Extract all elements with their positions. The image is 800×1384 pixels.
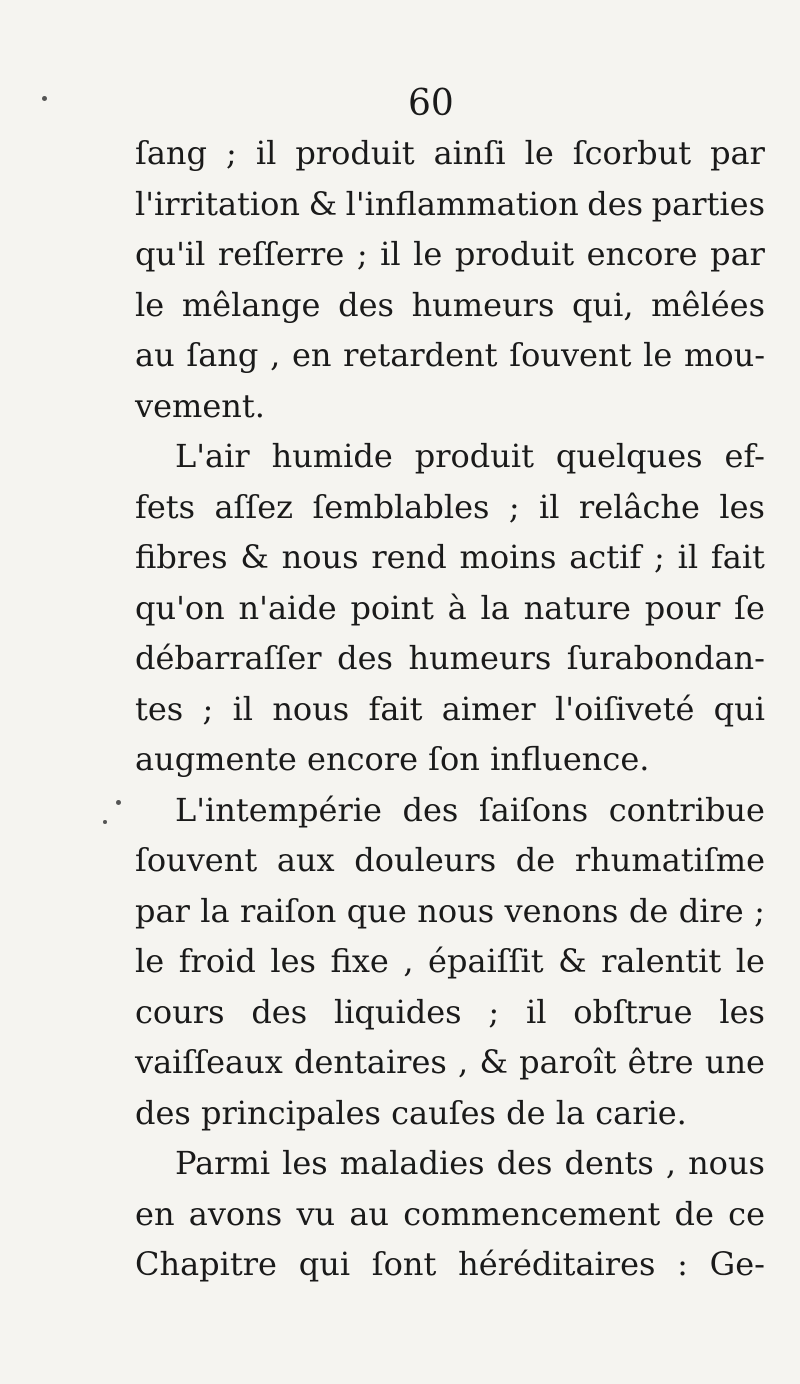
word: le (524, 134, 554, 172)
word: ſouvent (509, 336, 632, 374)
word: qui, (572, 285, 634, 324)
word: ainſi (433, 134, 506, 172)
word: actif (569, 538, 642, 576)
word: produit (454, 235, 575, 273)
word: point (350, 588, 434, 627)
word: moins (459, 538, 557, 576)
word: le (135, 942, 165, 980)
word: ſe (734, 588, 765, 627)
word: nous (281, 538, 359, 576)
word: ; (488, 992, 500, 1031)
ink-speck (42, 96, 47, 101)
word: il (677, 538, 699, 576)
word: n'aide (238, 588, 337, 627)
word: à (447, 588, 467, 627)
text-line (135, 835, 765, 886)
word: mêlange (181, 285, 321, 324)
word: ralentit (601, 942, 722, 980)
text-line (135, 936, 765, 987)
word: & (308, 184, 338, 223)
word: héréditaires (458, 1245, 656, 1283)
word: dire (678, 891, 744, 930)
word: maladies (339, 1144, 485, 1182)
word: que (346, 891, 407, 930)
word: ; (754, 891, 765, 930)
word: dents (564, 1144, 654, 1182)
word: des (496, 1144, 553, 1182)
text-line (135, 684, 765, 735)
word: : (677, 1245, 688, 1283)
word: ſang (135, 134, 208, 172)
word: , (270, 336, 281, 374)
word: les (270, 942, 316, 980)
word: contribue (608, 790, 765, 829)
word: l'inflammation (345, 184, 579, 223)
word: encore (586, 235, 698, 273)
text-line (135, 987, 765, 1038)
ink-speck (116, 800, 121, 805)
word: aux (276, 841, 335, 879)
word: de (628, 891, 669, 930)
word: froid (178, 942, 256, 980)
word: pour (644, 588, 721, 627)
word: des (251, 992, 308, 1031)
word: Parmi (175, 1144, 271, 1182)
text-line (135, 482, 765, 533)
word: ſurabondan- (566, 639, 765, 677)
text-line (135, 1189, 765, 1240)
word: , (665, 1144, 677, 1182)
word: Chapitre (135, 1245, 277, 1283)
word: dentaires (293, 1043, 447, 1081)
text-line (135, 1037, 765, 1088)
word: épaiſſit (428, 942, 544, 980)
word: en (291, 336, 332, 374)
word: tes (135, 689, 184, 728)
word: ſcorbut (572, 134, 692, 172)
word: cours (135, 992, 225, 1031)
text-line (135, 633, 765, 684)
word: de (674, 1194, 714, 1233)
word: le (643, 336, 673, 374)
word: qu'on (135, 588, 225, 627)
word: venons (504, 891, 619, 930)
word: avons (188, 1194, 283, 1233)
word: qu'il (135, 235, 206, 273)
word: nature (523, 588, 631, 627)
word: humide (271, 437, 393, 475)
word: au (349, 1194, 390, 1233)
word: quelques (555, 437, 703, 475)
word: ſaiſons (478, 790, 589, 829)
word: vu (296, 1194, 336, 1233)
word: , (403, 942, 414, 980)
word: fets (135, 487, 196, 526)
word: ; (226, 134, 237, 172)
word: fait (368, 689, 423, 728)
text-line (135, 1088, 765, 1139)
word: raiſon (240, 891, 337, 930)
word: mêlées (651, 285, 765, 324)
word: il (255, 134, 277, 172)
word: la (200, 891, 230, 930)
text-line (135, 330, 765, 381)
text-line (135, 280, 765, 331)
word: liquides (333, 992, 462, 1031)
word: humeurs (408, 639, 552, 677)
word: , (458, 1043, 469, 1081)
word: ; (202, 689, 214, 728)
word: les (719, 992, 765, 1031)
word: aſſez (214, 487, 294, 526)
page-number: 60 (408, 83, 454, 124)
word: ef- (724, 437, 765, 475)
text-line (135, 734, 765, 785)
word: des (338, 285, 394, 324)
word: Ge- (709, 1245, 765, 1283)
word: ; (653, 538, 665, 576)
text-line (135, 532, 765, 583)
word: L'intempérie (175, 790, 382, 829)
word: ſouvent (135, 841, 258, 879)
word: douleurs (354, 841, 497, 879)
word: il (525, 992, 547, 1031)
text-line (135, 431, 765, 482)
word: relâche (578, 487, 700, 526)
word: & (558, 942, 587, 980)
word: qui (713, 689, 765, 728)
word: le (735, 942, 765, 980)
text-line (135, 381, 765, 432)
word: le (413, 235, 443, 273)
word: par (135, 891, 190, 930)
word: l'oiſiveté (554, 689, 695, 728)
word: mou- (683, 336, 765, 374)
word: ſang (186, 336, 259, 374)
text-line (135, 1138, 765, 1189)
word: parties (651, 184, 765, 223)
word: des (587, 184, 644, 223)
word: ſont (371, 1245, 437, 1283)
text-line (135, 583, 765, 634)
word: L'air (175, 437, 250, 475)
word: nous (688, 1144, 765, 1182)
word: produit (414, 437, 534, 475)
word: aimer (441, 689, 536, 728)
word: par (710, 235, 765, 273)
word: & (240, 538, 269, 576)
line-text: des principales cauſes de la carie. (135, 1093, 687, 1132)
word: les (719, 487, 765, 526)
word: ; (356, 235, 368, 273)
word: produit (295, 134, 415, 172)
word: fait (710, 538, 765, 576)
word: les (282, 1144, 328, 1182)
word: nous (417, 891, 495, 930)
word: ; (508, 487, 520, 526)
body-text (135, 128, 765, 1290)
word: il (380, 235, 401, 273)
word: reſſerre (217, 235, 345, 273)
word: il (539, 487, 560, 526)
word: au (135, 336, 175, 374)
word: par (710, 134, 765, 172)
word: il (232, 689, 254, 728)
line-text: vement. (135, 386, 265, 425)
word: rend (371, 538, 447, 576)
text-line (135, 179, 765, 230)
word: humeurs (411, 285, 555, 324)
text-line (135, 1239, 765, 1290)
word: nous (272, 689, 350, 728)
word: rhumatiſme (574, 841, 765, 879)
text-line (135, 886, 765, 937)
text-line (135, 785, 765, 836)
word: ce (728, 1194, 765, 1233)
word: des (337, 639, 393, 677)
word: paroît (519, 1043, 617, 1081)
text-line (135, 229, 765, 280)
word: fibres (135, 538, 228, 576)
word: de (515, 841, 556, 879)
word: en (135, 1194, 175, 1233)
line-text: augmente encore ſon influence. (135, 740, 650, 778)
word: le (135, 285, 165, 324)
word: retardent (343, 336, 498, 374)
text-line (135, 128, 765, 179)
word: fixe (330, 942, 389, 980)
word: débarraſſer (135, 639, 322, 677)
word: des (402, 790, 459, 829)
word: l'irritation (135, 184, 300, 223)
word: une (704, 1043, 765, 1081)
word: la (480, 588, 510, 627)
word: qui (298, 1245, 351, 1283)
word: obſtrue (573, 992, 693, 1031)
word: vaiſſeaux (135, 1043, 283, 1081)
word: ſemblables (312, 487, 490, 526)
ink-speck (103, 820, 107, 824)
word: être (627, 1043, 694, 1081)
word: commencement (403, 1194, 661, 1233)
word: & (479, 1043, 508, 1081)
